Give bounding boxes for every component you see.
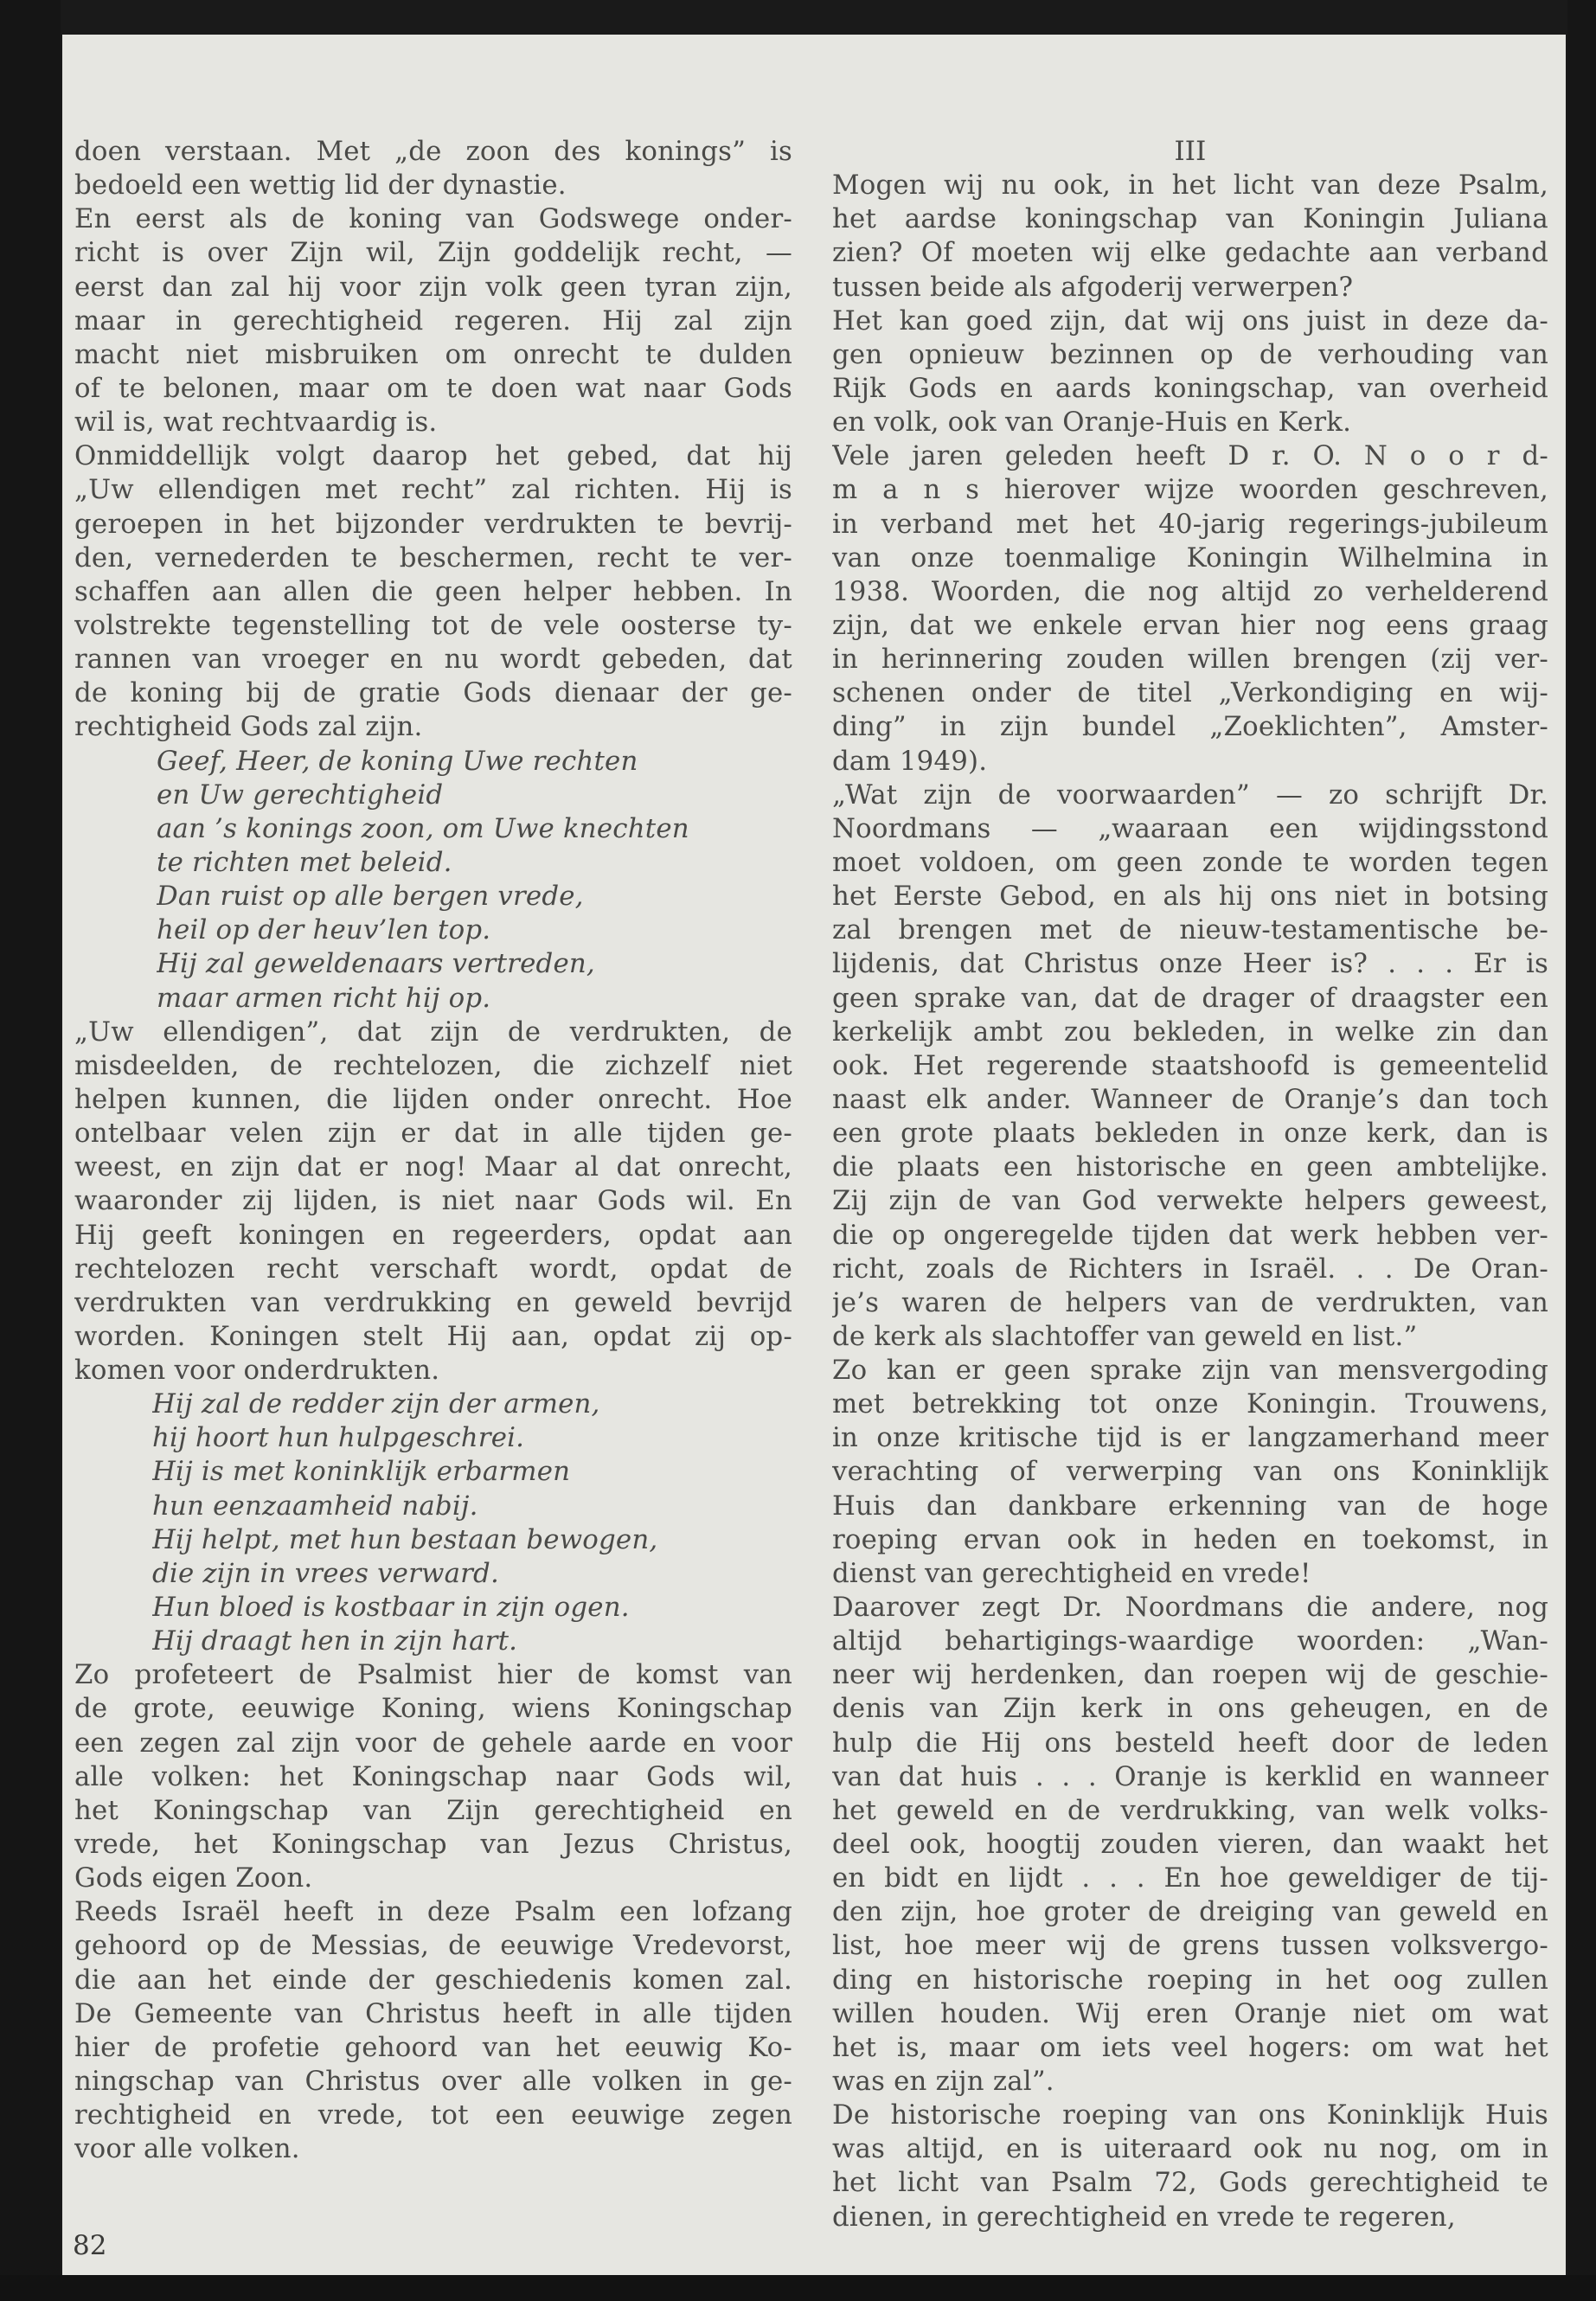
left-para-4 <box>74 1016 792 1388</box>
text-line: moet voldoen, om geen zonde te worden tegen <box>832 846 1548 878</box>
text-line: den, vernederden te beschermen, recht te ver- <box>74 542 792 574</box>
text-line: was altijd, en is uiteraard ook nu nog, om in <box>832 2133 1548 2165</box>
text-line: Rijk Gods en aards koningschap, van overheid <box>832 372 1548 404</box>
left-para-6 <box>74 1895 792 2166</box>
text-line: verdrukten van verdrukking en geweld bevrijd <box>74 1286 792 1318</box>
text-line: geen sprake van, dat de drager of draagster een <box>832 982 1548 1014</box>
text-line: schaffen aan allen die geen helper hebben. In <box>74 575 792 607</box>
right-para-7 <box>832 2099 1548 2234</box>
text-line: De Gemeente van Christus heeft in alle tijden <box>74 1997 792 2029</box>
text-line: eerst dan zal hij voor zijn volk geen tyran zijn, <box>74 271 792 303</box>
text-line: roeping ervan ook in heden en toekomst, in <box>832 1523 1548 1555</box>
text-line: vrede, het Koningschap van Jezus Christus, <box>74 1829 792 1861</box>
text-line: schenen onder de titel „Verkondiging en wij- <box>832 677 1548 709</box>
text-line: „Uw ellendigen”, dat zijn de verdrukten, de <box>74 1016 792 1048</box>
text-line: wil is, wat rechtvaardig is. <box>74 407 438 439</box>
text-line: zien? Of moeten wij elke gedachte aan verband <box>832 237 1548 269</box>
text-line: waaronder zij lijden, is niet naar Gods wil. En <box>74 1185 792 1217</box>
text-line: De historische roeping van ons Koninklijk Huis <box>832 2099 1548 2131</box>
text-line: die zijn in vrees verward. <box>152 1557 499 1589</box>
text-line: worden. Koningen stelt Hij aan, opdat zij op- <box>74 1320 792 1352</box>
text-line: hulp die Hij ons besteld heeft door de leden <box>832 1727 1548 1759</box>
section-heading: III <box>1174 136 1207 167</box>
text-line: Gods eigen Zoon. <box>74 1862 313 1894</box>
right-para-2 <box>832 304 1548 440</box>
text-line: Geef, Heer, de koning Uwe rechten <box>157 745 638 777</box>
text-line: en Uw gerechtigheid <box>157 779 444 811</box>
text-line: met betrekking tot onze Koningin. Trouwens, <box>832 1388 1548 1420</box>
text-line: het Koningschap van Zijn gerechtigheid en <box>74 1794 792 1826</box>
text-line: deel ook, hoogtij zouden vieren, dan waakt het <box>832 1829 1548 1861</box>
text-line: het aardse koningschap van Koningin Juliana <box>832 203 1548 235</box>
text-line: Vele jaren geleden heeft D r. O. N o o r d- <box>832 440 1548 472</box>
text-line: de koning bij de gratie Gods dienaar der ge- <box>74 677 792 709</box>
text-line: ding en historische roeping in het oog zullen <box>832 1964 1548 1996</box>
right-para-5 <box>832 1354 1548 1591</box>
text-line: hun eenzaamheid nabij. <box>152 1490 478 1522</box>
text-line: „Wat zijn de voorwaarden” — zo schrijft Dr. <box>832 779 1548 811</box>
psalm-verse-1 <box>74 745 792 1016</box>
text-line: list, hoe meer wij de grens tussen volksvergo- <box>832 1930 1548 1962</box>
text-line: en bidt en lijdt . . . En hoe geweldiger de tij- <box>832 1862 1548 1894</box>
text-line: richt is over Zijn wil, Zijn goddelijk recht, — <box>74 237 792 269</box>
text-line: komen voor onderdrukten. <box>74 1355 440 1387</box>
text-line: rechtigheid Gods zal zijn. <box>74 711 423 743</box>
text-line: het geweld en de verdrukking, van welk volks- <box>832 1794 1548 1826</box>
text-line: een zegen zal zijn voor de gehele aarde en voor <box>74 1727 792 1759</box>
text-line: willen houden. Wij eren Oranje niet om wat <box>832 1997 1548 2029</box>
text-line: zijn, dat we enkele ervan hier nog eens graag <box>832 609 1548 641</box>
text-line: heil op der heuv’len top. <box>157 914 491 946</box>
text-line: kerkelijk ambt zou bekleden, in welke zin dan <box>832 1016 1548 1048</box>
text-line: maar in gerechtigheid regeren. Hij zal zijn <box>74 304 792 336</box>
text-line: gen opnieuw bezinnen op de verhouding van <box>832 338 1548 370</box>
text-line: altijd behartigings-waardige woorden: „Wan- <box>832 1625 1548 1657</box>
text-line: in onze kritische tijd is er langzamerhand meer <box>832 1422 1548 1454</box>
text-line: en volk, ook van Oranje-Huis en Kerk. <box>832 407 1352 439</box>
right-para-1 <box>832 169 1548 304</box>
text-line: zal brengen met de nieuw-testamentische be- <box>832 914 1548 946</box>
text-line: Zij zijn de van God verwekte helpers geweest, <box>832 1185 1548 1217</box>
text-line: dienst van gerechtigheid en vrede! <box>832 1557 1311 1589</box>
text-line: den zijn, hoe groter de dreiging van geweld en <box>832 1896 1548 1928</box>
text-line: die op ongeregelde tijden dat werk hebben ver- <box>832 1219 1548 1251</box>
text-line: tussen beide als afgoderij verwerpen? <box>832 271 1354 303</box>
left-para-1 <box>74 135 792 202</box>
text-line: doen verstaan. Met „de zoon des konings” is <box>74 136 792 167</box>
text-line: Hij zal de redder zijn der armen, <box>152 1388 600 1420</box>
text-line: Reeds Israël heeft in deze Psalm een lofzang <box>74 1896 792 1928</box>
text-line: in verband met het 40-jarig regerings-jubileum <box>832 508 1548 540</box>
document-page <box>62 35 1566 2275</box>
text-line: geroepen in het bijzonder verdrukten te bevrij- <box>74 508 792 540</box>
text-line: Het kan goed zijn, dat wij ons juist in deze da- <box>832 304 1548 336</box>
text-line: Onmiddellijk volgt daarop het gebed, dat hij <box>74 440 792 472</box>
text-line: Hij helpt, met hun bestaan bewogen, <box>152 1523 658 1555</box>
text-line: richt, zoals de Richters in Israël. . . De Oran- <box>832 1253 1548 1285</box>
text-line: rechtigheid en vrede, tot een eeuwige zegen <box>74 2099 792 2131</box>
text-line: helpen kunnen, die lijden onder onrecht. Hoe <box>74 1083 792 1115</box>
text-line: dienen, in gerechtigheid en vrede te regeren, <box>832 2201 1456 2233</box>
text-line: was en zijn zal”. <box>832 2066 1054 2098</box>
text-line: ook. Het regerende staatshoofd is gemeentelid <box>832 1049 1548 1081</box>
text-line: gehoord op de Messias, de eeuwige Vredevorst, <box>74 1930 792 1962</box>
text-line: Daarover zegt Dr. Noordmans die andere, nog <box>832 1592 1548 1624</box>
text-line: Mogen wij nu ook, in het licht van deze Psalm, <box>832 170 1548 202</box>
text-line: weest, en zijn dat er nog! Maar al dat onrecht, <box>74 1151 792 1183</box>
text-line: 1938. Woorden, die nog altijd zo verhelderend <box>832 575 1548 607</box>
psalm-verse-2 <box>74 1388 792 1658</box>
text-line: of te belonen, maar om te doen wat naar Gods <box>74 372 792 404</box>
text-line: Huis dan dankbare erkenning van de hoge <box>832 1490 1548 1522</box>
page-number: 82 <box>73 2230 107 2261</box>
text-line: Hun bloed is kostbaar in zijn ogen. <box>152 1592 630 1624</box>
text-line: alle volken: het Koningschap naar Gods wil, <box>74 1760 792 1792</box>
text-line: neer wij herdenken, dan roepen wij de geschie- <box>832 1659 1548 1691</box>
text-line: volstrekte tegenstelling tot de vele oosterse ty- <box>74 609 792 641</box>
scan-edge-bottom <box>0 2275 1596 2301</box>
right-para-3 <box>832 439 1548 778</box>
text-line: het Eerste Gebod, en als hij ons niet in botsing <box>832 881 1548 913</box>
right-para-6 <box>832 1591 1548 2099</box>
text-line: Dan ruist op alle bergen vrede, <box>157 881 584 913</box>
text-line: maar armen richt hij op. <box>157 982 491 1014</box>
text-line: denis van Zijn kerk in ons geheugen, en de <box>832 1693 1548 1725</box>
left-para-2 <box>74 202 792 439</box>
text-line: een grote plaats bekleden in onze kerk, dan is <box>832 1118 1548 1150</box>
text-line: dam 1949). <box>832 745 988 777</box>
text-line: lijdenis, dat Christus onze Heer is? . . . Er is <box>832 948 1548 980</box>
text-line: hier de profetie gehoord van het eeuwig Ko- <box>74 2031 792 2063</box>
text-line: En eerst als de koning van Godswege onder- <box>74 203 792 235</box>
text-line: het licht van Psalm 72, Gods gerechtigheid te <box>832 2167 1548 2199</box>
text-line: te richten met beleid. <box>157 846 452 878</box>
text-line: Zo profeteert de Psalmist hier de komst van <box>74 1659 792 1691</box>
text-line: rechtelozen recht verschaft wordt, opdat de <box>74 1253 792 1285</box>
text-line: Hij draagt hen in zijn hart. <box>152 1625 518 1657</box>
text-line: Hij zal geweldenaars vertreden, <box>157 948 595 980</box>
text-line: Noordmans — „waaraan een wijdingsstond <box>832 812 1548 844</box>
right-para-4 <box>832 779 1548 1354</box>
text-line: hij hoort hun hulpgeschrei. <box>152 1422 525 1454</box>
text-line: misdeelden, de rechtelozen, die zichzelf niet <box>74 1049 792 1081</box>
text-line: macht niet misbruiken om onrecht te dulden <box>74 338 792 370</box>
scan-edge-right <box>1567 0 1596 2301</box>
text-line: Hij geeft koningen en regeerders, opdat aan <box>74 1219 792 1251</box>
text-line: rannen van vroeger en nu wordt gebeden, dat <box>74 644 792 676</box>
text-line: je’s waren de helpers van de verdrukten, van <box>832 1286 1548 1318</box>
text-line: in herinnering zouden willen brengen (zij ver- <box>832 644 1548 676</box>
text-line: Hij is met koninklijk erbarmen <box>152 1456 571 1488</box>
text-line: bedoeld een wettig lid der dynastie. <box>74 170 567 202</box>
text-line: aan ’s konings zoon, om Uwe knechten <box>157 812 689 844</box>
text-line: die aan het einde der geschiedenis komen zal. <box>74 1964 792 1996</box>
left-para-5 <box>74 1658 792 1895</box>
text-line: verachting of verwerping van ons Koninklijk <box>832 1456 1548 1488</box>
text-line: „Uw ellendigen met recht” zal richten. Hij is <box>74 474 792 506</box>
text-line: ding” in zijn bundel „Zoeklichten”, Amster- <box>832 711 1548 743</box>
left-column <box>74 135 792 2166</box>
text-line: voor alle volken. <box>74 2133 300 2165</box>
text-line: ningschap van Christus over alle volken in ge- <box>74 2066 792 2098</box>
left-para-3 <box>74 439 792 744</box>
text-line: naast elk ander. Wanneer de Oranje’s dan toch <box>832 1083 1548 1115</box>
text-line: m a n s hierover wijze woorden geschreven, <box>832 474 1548 506</box>
text-line: het is, maar om iets veel hogers: om wat het <box>832 2031 1548 2063</box>
right-column <box>832 135 1548 2234</box>
text-line: van onze toenmalige Koningin Wilhelmina in <box>832 542 1548 574</box>
scan-edge-left <box>0 0 61 2301</box>
text-line: van dat huis . . . Oranje is kerklid en wanneer <box>832 1760 1548 1792</box>
text-line: de grote, eeuwige Koning, wiens Koningschap <box>74 1693 792 1725</box>
text-line: de kerk als slachtoffer van geweld en list.” <box>832 1320 1418 1352</box>
text-line: ontelbaar velen zijn er dat in alle tijden ge- <box>74 1118 792 1150</box>
text-line: Zo kan er geen sprake zijn van mensvergoding <box>832 1355 1548 1387</box>
text-line: die plaats een historische en geen ambtelijke. <box>832 1151 1548 1183</box>
